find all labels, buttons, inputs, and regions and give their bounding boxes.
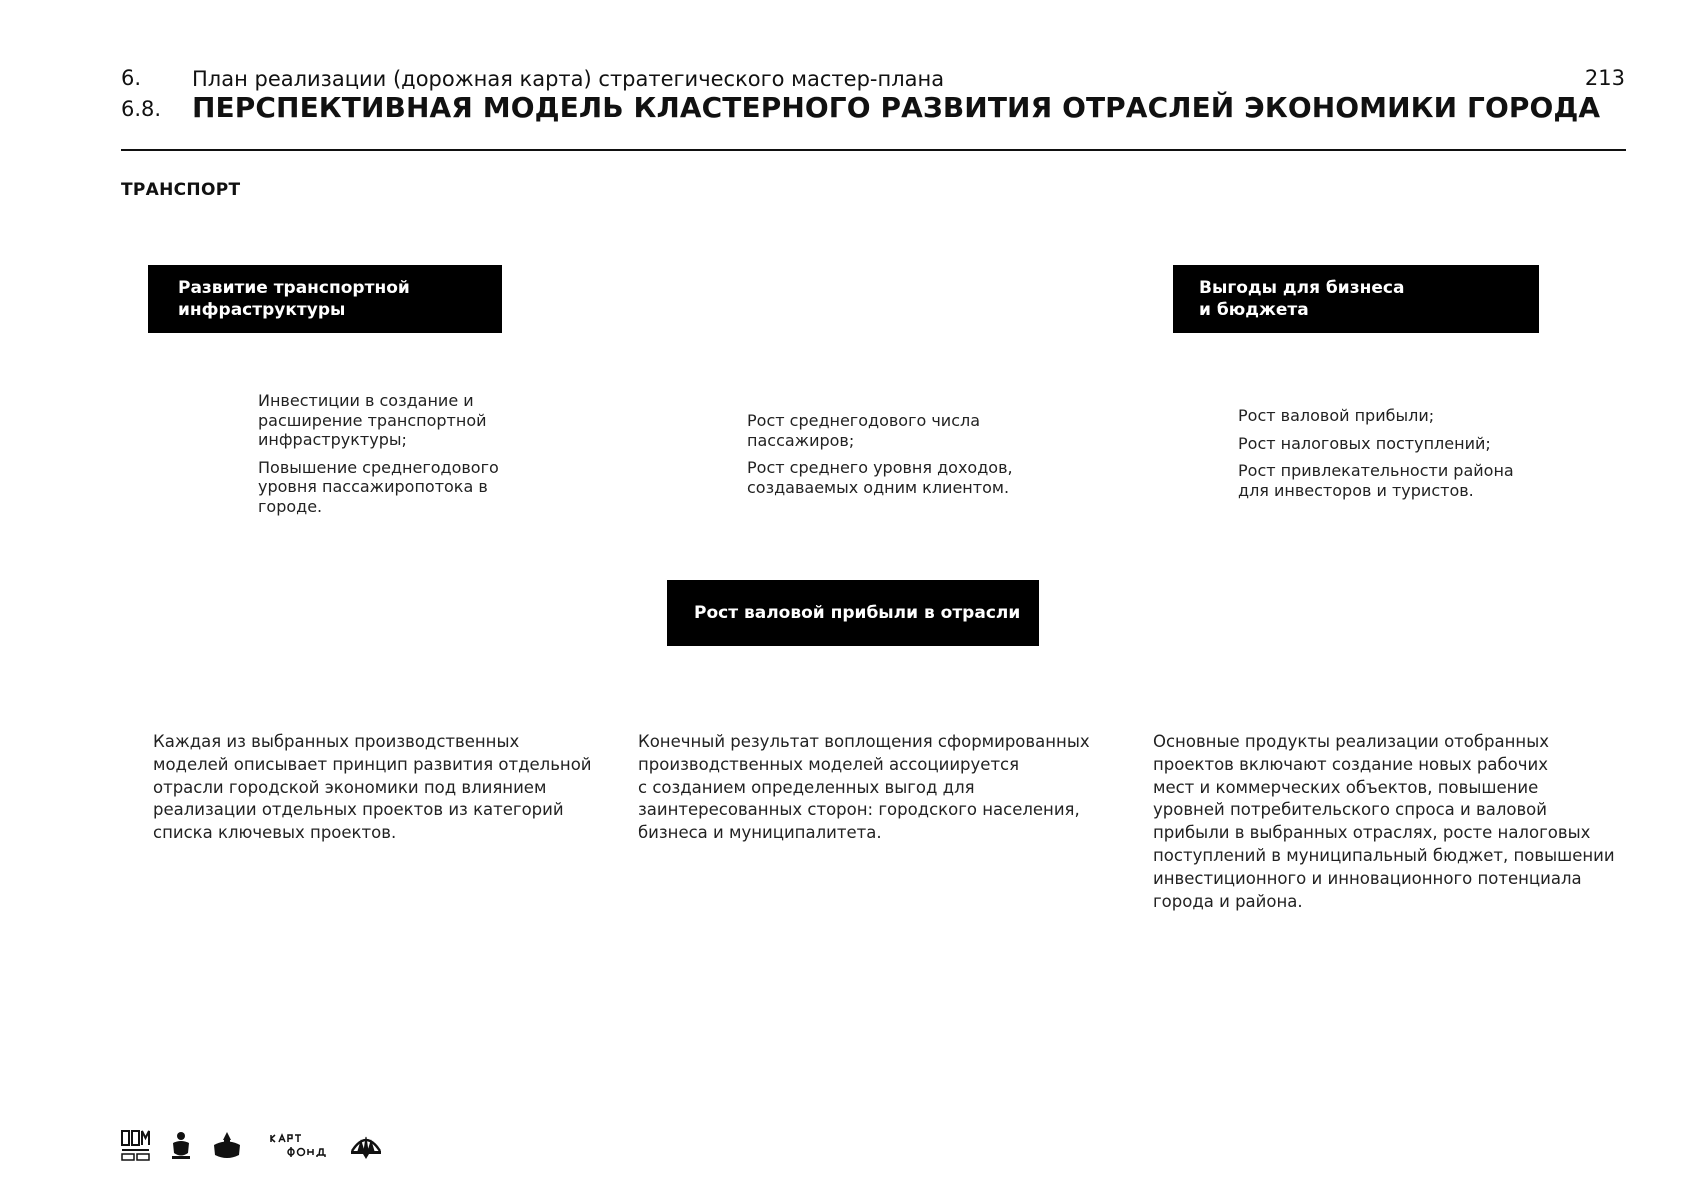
list-item: Рост валовой прибыли; (1238, 406, 1435, 425)
section-heading: ТРАНСПОРТ (121, 180, 241, 200)
list-item: Повышение среднегодового уровня пассажиропотока в городе. (258, 457, 499, 516)
dom-rf-logo (121, 1128, 151, 1162)
list-item: Рост среднегодового числа пассажиров; (747, 411, 981, 450)
list-item: Рост привлекательности района для инвесторов и туристов. (1238, 461, 1514, 500)
emblem-2-logo (211, 1128, 243, 1162)
paragraph-middle: Конечный результат воплощения сформированных производственных моделей ассоциируется с созданием определенных выгод для заинтересованных сторон: городского населения, бизнеса и муниципалитета. (638, 732, 1090, 843)
list-item: Рост налоговых поступлений; (1238, 433, 1491, 453)
section-number: 6.8. (121, 97, 162, 121)
page-number: 213 (1584, 66, 1625, 90)
list-item: Рост среднего уровня доходов, создаваемых одним клиентом. (747, 458, 1013, 497)
box-transport-infrastructure (148, 265, 502, 333)
box-right-label: Выгоды для бизнеса и бюджета (1199, 278, 1405, 320)
section-title: ПЕРСПЕКТИВНАЯ МОДЕЛЬ КЛАСТЕРНОГО РАЗВИТИЯ ОТРАСЛЕЙ ЭКОНОМИКИ ГОРОДА (192, 91, 1601, 124)
emblem-1-logo (169, 1128, 193, 1162)
paragraph-right: Основные продукты реализации отобранных проектов включают создание новых рабочих мест и коммерческих объектов, повышение уровней потребительского спроса и валовой прибыли в выбранных отраслях, росте налоговых поступлений в муниципальный бюджет, повышении инвестиционного и инновационного потенциала города и района. (1153, 732, 1615, 911)
paragraph-left: Каждая из выбранных производственных моделей описывает принцип развития отдельной отрасли городской экономики под влиянием реализации отдельных проектов из категорий списка ключевых проектов. (153, 732, 592, 843)
box-gross-profit-growth (667, 580, 1039, 646)
bullet-list-right (1238, 406, 1558, 508)
chapter-number: 6. (121, 66, 142, 90)
emblem-3-logo (349, 1128, 383, 1162)
box-left-label: Развитие транспортной инфраструктуры (178, 278, 410, 320)
kartfond-logo (269, 1128, 331, 1162)
bullet-list-left (258, 391, 528, 524)
list-item: Инвестиции в создание и расширение транспортной инфраструктуры; (258, 391, 487, 449)
header-divider (121, 149, 1626, 151)
box-center-label: Рост валовой прибыли в отрасли (694, 603, 1021, 623)
box-business-budget-benefits (1173, 265, 1539, 333)
partner-logos (121, 1128, 383, 1162)
bullet-list-middle (747, 411, 1047, 505)
chapter-title: План реализации (дорожная карта) стратегического мастер-плана (192, 67, 945, 91)
